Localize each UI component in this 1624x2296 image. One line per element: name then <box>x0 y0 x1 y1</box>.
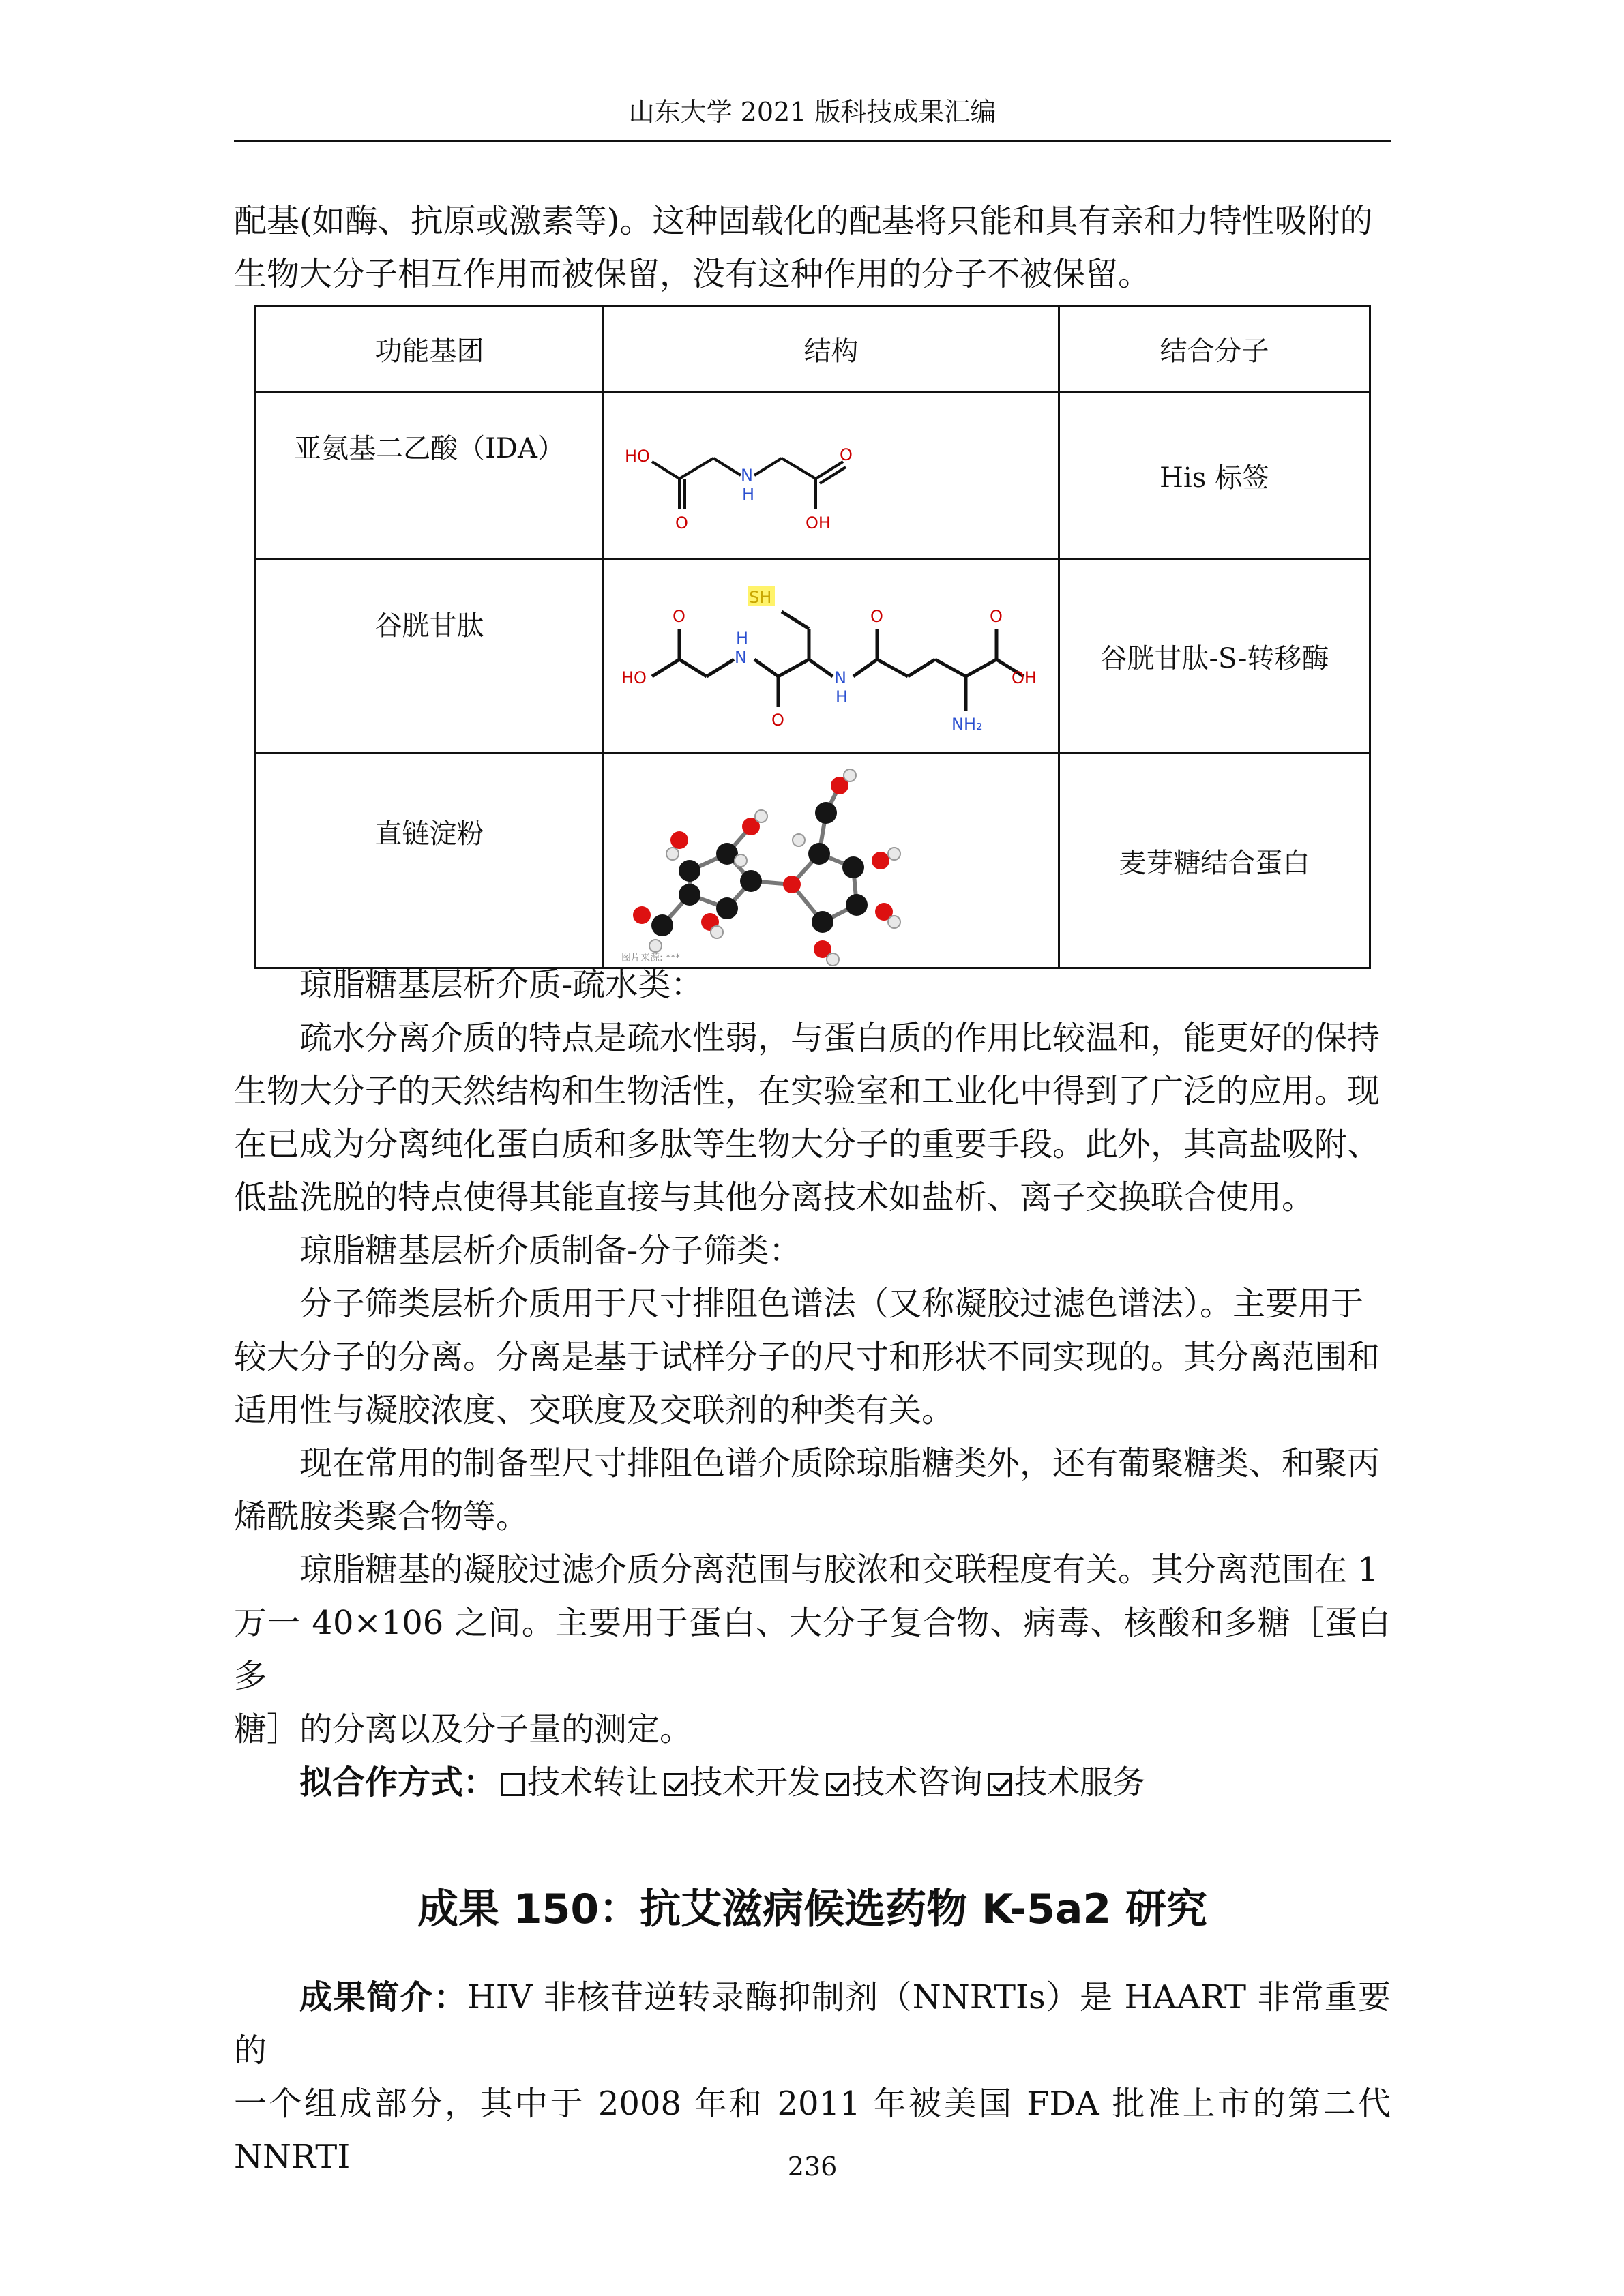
table-cell-binding: 谷胱甘肽-S-转移酶 <box>1059 559 1370 754</box>
image-caption: 图片来源: *** <box>621 953 681 964</box>
table-header-cell: 结构 <box>604 306 1059 392</box>
section-heading: 琼脂糖基层析介质-疏水类： <box>299 966 704 1004</box>
atom-label: SH <box>749 588 772 607</box>
section-heading: 琼脂糖基层析介质制备-分子筛类： <box>299 1232 802 1270</box>
atom-label: HO <box>625 447 650 466</box>
group-label: 谷胱甘肽 <box>374 610 484 642</box>
table-row <box>256 754 1370 968</box>
intro-paragraph <box>234 194 1391 301</box>
table-header-row <box>256 306 1370 392</box>
page-number: 236 <box>787 2151 838 2181</box>
cooperation-option: 技术咨询 <box>852 1763 984 1802</box>
table-cell-binding: His 标签 <box>1059 392 1370 559</box>
atom-label: N <box>735 648 747 667</box>
intro-line: 配基(如酶、抗原或激素等)。这种固载化的配基将只能和具有亲和力特性吸附的 <box>234 202 1373 240</box>
table-cell-group <box>256 754 604 968</box>
atom-label: O <box>673 607 685 626</box>
atom-label: O <box>870 607 883 626</box>
table-row <box>256 392 1370 559</box>
summary-label: 成果简介： <box>299 1978 467 2016</box>
checked-checkbox-icon <box>664 1773 687 1796</box>
group-label: 亚氨基二乙酸（IDA） <box>294 433 565 464</box>
paragraph-line: 万一 40×106 之间。主要用于蛋白、大分子复合物、病毒、核酸和多糖［蛋白多 <box>234 1604 1391 1695</box>
atom-label: N <box>834 668 846 687</box>
group-label: 直链淀粉 <box>374 818 484 850</box>
cooperation-option: 技术转让 <box>527 1763 659 1802</box>
paragraph-line: 生物大分子的天然结构和生物活性，在实验室和工业化中得到了广泛的应用。现 <box>234 1072 1381 1110</box>
paragraph-line: 糖］的分离以及分子量的测定。 <box>234 1710 693 1748</box>
paragraph-line: 疏水分离介质的特点是疏水性弱，与蛋白质的作用比较温和，能更好的保持 <box>299 1019 1381 1057</box>
table-cell-structure <box>604 559 1059 754</box>
ligand-table <box>254 305 1371 969</box>
running-header: 山东大学 2021 版科技成果汇编 <box>628 97 996 127</box>
atom-label: OH <box>806 513 831 533</box>
table-header-cell: 功能基团 <box>256 306 604 392</box>
table-header-cell: 结合分子 <box>1059 306 1370 392</box>
checked-checkbox-icon <box>988 1773 1012 1796</box>
atom-label: H <box>736 629 749 648</box>
hydrophobic-section <box>234 958 1391 1809</box>
atom-label: OH <box>1012 668 1037 687</box>
atom-label: O <box>990 607 1003 626</box>
paragraph-line: 烯酰胺类聚合物等。 <box>234 1497 529 1536</box>
paragraph-line: 适用性与凝胶浓度、交联度及交联剂的种类有关。 <box>234 1391 955 1429</box>
paragraph-line: 低盐洗脱的特点使得其能直接与其他分离技术如盐析、离子交换联合使用。 <box>234 1178 1315 1217</box>
glutathione-structure-image <box>615 574 1044 738</box>
cooperation-option: 技术服务 <box>1014 1763 1146 1802</box>
summary-text: HIV 非核苷逆转录酶抑制剂（NNRTIs）是 HAART 非常重要的 <box>234 1978 1391 2070</box>
table-cell-group <box>256 392 604 559</box>
table-cell-binding: 麦芽糖结合蛋白 <box>1059 754 1370 968</box>
atom-label: H <box>742 485 755 504</box>
paragraph-line: 较大分子的分离。分离是基于试样分子的尺寸和形状不同实现的。其分离范围和 <box>234 1338 1381 1376</box>
checkbox-icon <box>501 1773 525 1796</box>
header-rule <box>234 140 1391 142</box>
summary-line: 一个组成部分，其中于 2008 年和 2011 年被美国 FDA 批准上市的第二代 NNRTI <box>234 2085 1391 2176</box>
section-title: 成果 150：抗艾滋病候选药物 K-5a2 研究 <box>417 1885 1208 1933</box>
atom-label: O <box>771 711 784 730</box>
atom-label: H <box>836 687 848 706</box>
atom-label: HO <box>621 668 647 687</box>
ida-structure-image <box>618 407 853 543</box>
paragraph-line: 现在常用的制备型尺寸排阻色谱介质除琼脂糖类外，还有葡聚糖类、和聚丙 <box>299 1444 1381 1482</box>
paragraph-line: 分子筛类层析介质用于尺寸排阻色谱法（又称凝胶过滤色谱法）。主要用于 <box>299 1285 1364 1323</box>
table-row <box>256 559 1370 754</box>
checked-checkbox-icon <box>826 1773 849 1796</box>
atom-label: O <box>675 513 688 533</box>
intro-line: 生物大分子相互作用而被保留，没有这种作用的分子不被保留。 <box>234 255 1151 293</box>
cooperation-line <box>234 1756 1391 1809</box>
cooperation-label: 拟合作方式： <box>299 1763 497 1802</box>
table-cell-structure <box>604 392 1059 559</box>
atom-label: NH₂ <box>951 715 983 734</box>
atom-label: O <box>840 445 853 464</box>
paragraph-line: 琼脂糖基的凝胶过滤介质分离范围与胶浓和交联程度有关。其分离范围在 1 <box>299 1551 1378 1589</box>
amylose-ball-model-image <box>615 758 921 963</box>
cooperation-option: 技术开发 <box>690 1763 821 1802</box>
table-cell-structure <box>604 754 1059 968</box>
table-cell-group <box>256 559 604 754</box>
summary-line <box>234 1971 1391 2077</box>
atom-label: N <box>741 466 753 485</box>
paragraph-line: 在已成为分离纯化蛋白质和多肽等生物大分子的重要手段。此外，其高盐吸附、 <box>234 1125 1381 1163</box>
